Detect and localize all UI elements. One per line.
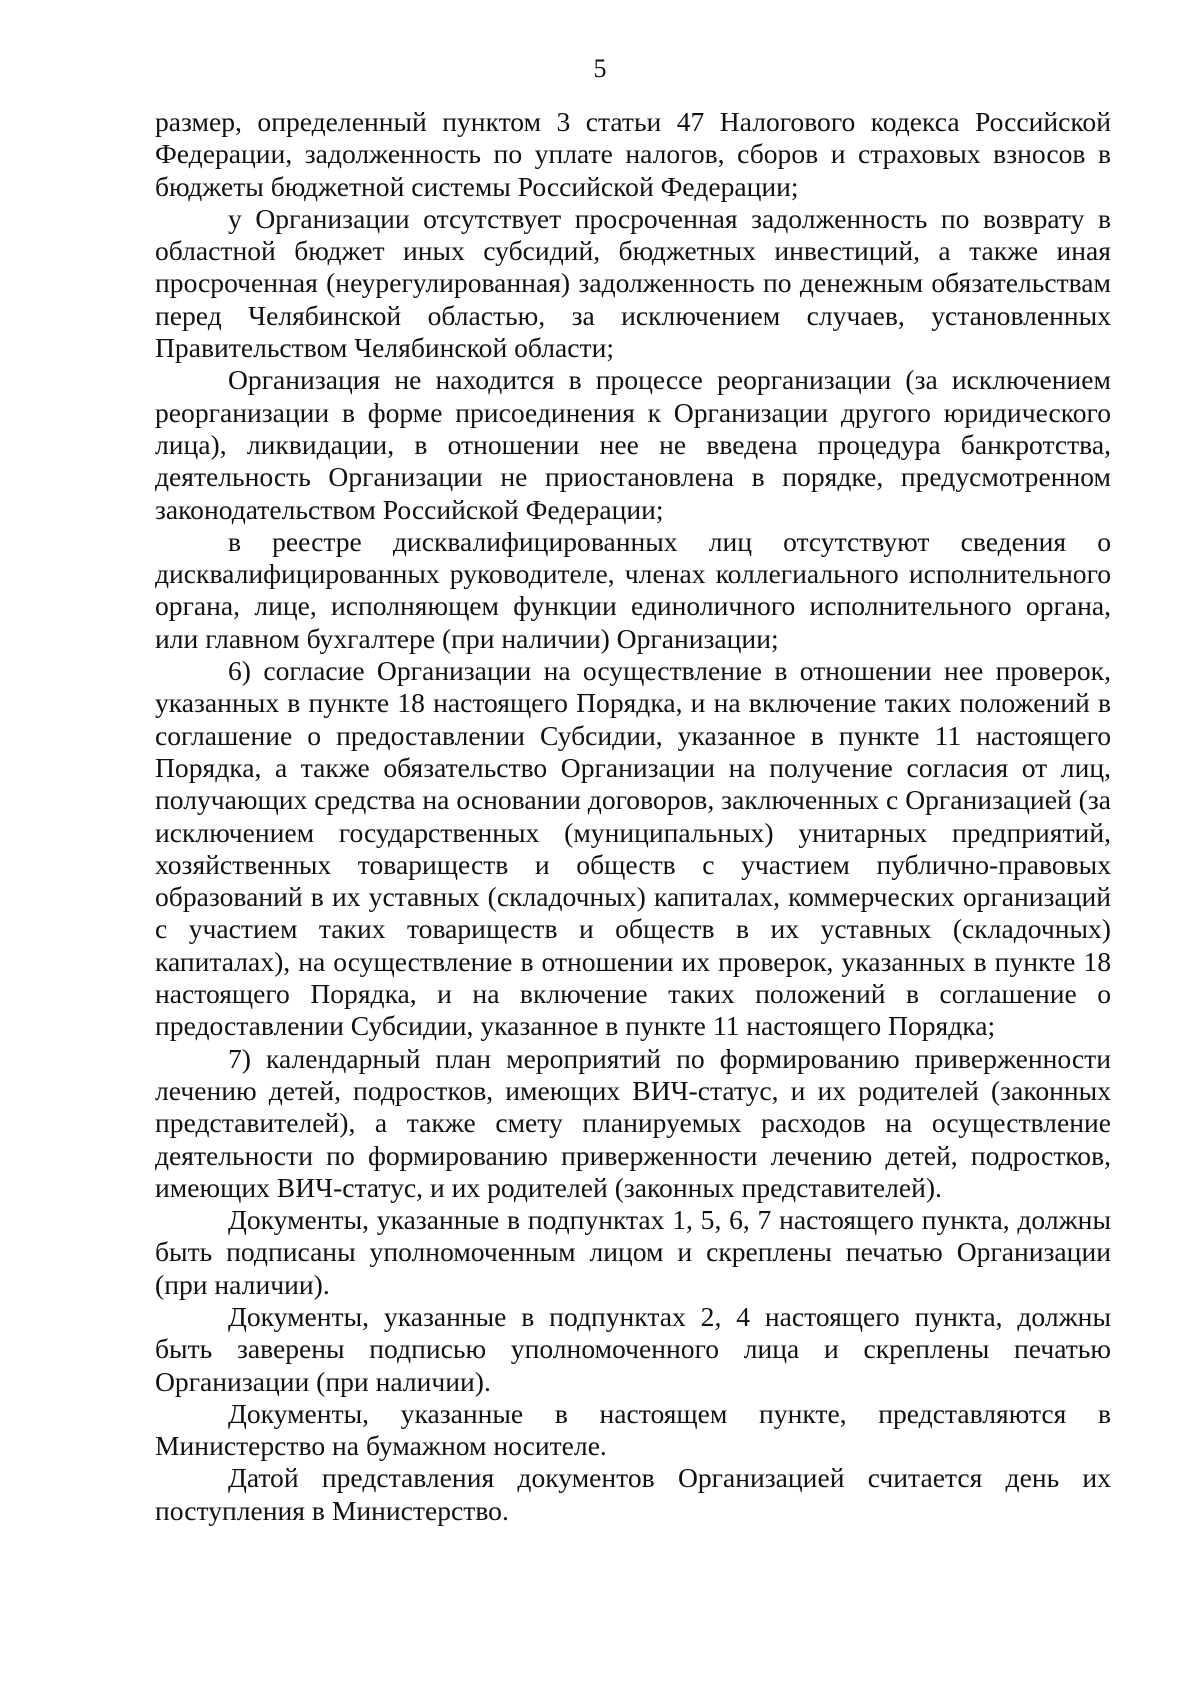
paragraph-continuation: размер, определенный пунктом 3 статьи 47 Налогового кодекса Российской Федерации, задолженность по уплате налогов, сборов и страховых взносов в бюджеты бюджетной системы Российской Федерации;: [155, 106, 1111, 202]
paragraph-submission-date: Датой представления документов Организацией считается день их поступления в Министерство.: [155, 1462, 1111, 1526]
paragraph-item-7: 7) календарный план мероприятий по формированию приверженности лечению детей, подростков, имеющих ВИЧ-статус, и их родителей (законных представителей), а также смету планируемых расходов на осуществление деятельности по формированию приверженности лечению детей, подростков, имеющих ВИЧ-статус, и их родителей (законных представителей).: [155, 1042, 1111, 1203]
paragraph-certified-documents: Документы, указанные в подпунктах 2, 4 настоящего пункта, должны быть заверены подписью уполномоченного лица и скреплены печатью Организации (при наличии).: [155, 1300, 1111, 1397]
paragraph-paper-submission: Документы, указанные в настоящем пункте, представляются в Министерство на бумажном носителе.: [155, 1397, 1111, 1462]
paragraph-disqualified-registry: в реестре дисквалифицированных лиц отсутствуют сведения о дисквалифицированных руководителе, членах коллегиального исполнительного органа, лице, исполняющем функции единоличного исполнительного органа, или главном бухгалтере (при наличии) Организации;: [155, 525, 1111, 654]
paragraph-item-6: 6) согласие Организации на осуществление в отношении нее проверок, указанных в пункте 18 настоящего Порядка, и на включение таких положений в соглашение о предоставлении Субсидии, указанное в пункте 11 настоящего Порядка, а также обязательство Организации на получение согласия от лиц, получающих средства на основании договоров, заключенных с Организацией (за исключением государственных (муниципальных) унитарных предприятий, хозяйственных товариществ и обществ с участием публично-правовых образований в их уставных (складочных) капиталах, коммерческих организаций с участием таких товариществ и обществ в их уставных (складочных) капиталах), на осуществление в отношении их проверок, указанных в пункте 18 настоящего Порядка, и на включение таких положений в соглашение о предоставлении Субсидии, указанное в пункте 11 настоящего Порядка;: [155, 655, 1111, 1042]
paragraph-no-reorganization: Организация не находится в процессе реорганизации (за исключением реорганизации в форме присоединения к Организации другого юридического лица), ликвидации, в отношении нее не введена процедура банкротства, деятельность Организации не приостановлена в порядке, предусмотренном законодательством Российской Федерации;: [155, 364, 1111, 525]
document-body: [155, 106, 1111, 1527]
paragraph-no-overdue-debt: у Организации отсутствует просроченная задолженность по возврату в областной бюджет иных субсидий, бюджетных инвестиций, а также иная просроченная (неурегулированная) задолженность по денежным обязательствам перед Челябинской областью, за исключением случаев, установленных Правительством Челябинской области;: [155, 202, 1111, 364]
page-number: 5: [593, 54, 607, 83]
paragraph-signed-documents: Документы, указанные в подпунктах 1, 5, 6, 7 настоящего пункта, должны быть подписаны уполномоченным лицом и скреплены печатью Организации (при наличии).: [155, 1204, 1111, 1300]
